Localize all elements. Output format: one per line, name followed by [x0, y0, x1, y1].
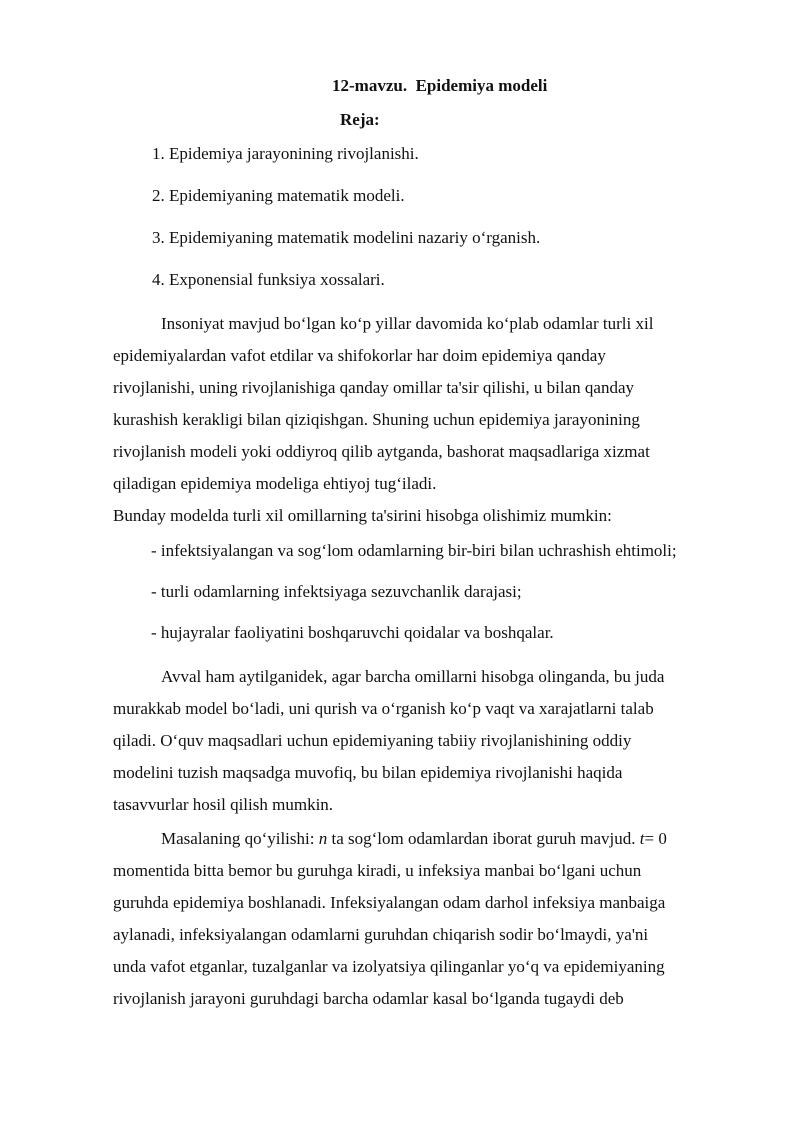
paragraph-intro	[113, 312, 753, 536]
paragraph-line: rivojlanishi, uning rivojlanishiga qanday omillar ta'sir qilishi, u bilan qanday	[113, 378, 635, 397]
variable-n: n	[318, 829, 328, 848]
text-run: = 0	[644, 829, 667, 848]
paragraph-problem	[113, 827, 753, 1019]
paragraph-line: epidemiyalardan vafot etdilar va shifokorlar har doim epidemiya qanday	[113, 346, 606, 365]
paragraph-line: aylanadi, infeksiyalangan odamlarni guruhdan chiqarish sodir bo‘lmaydi, ya'ni	[113, 925, 649, 944]
plan-list	[152, 142, 540, 310]
plan-item: 2. Epidemiyaning matematik modeli.	[152, 186, 405, 205]
paragraph-line: rivojlanish modeli yoki oddiyroq qilib aytganda, bashorat maqsadlariga xizmat	[113, 442, 650, 461]
paragraph-line: momentida bitta bemor bu guruhga kiradi, u infeksiya manbai bo‘lgani uchun	[113, 861, 642, 880]
text-run: Masalaning qo‘yilishi:	[161, 829, 319, 848]
variable-t: t	[639, 829, 645, 848]
paragraph-line: kurashish kerakligi bilan qiziqishgan. Shuning uchun epidemiya jarayonining	[113, 410, 640, 429]
plan-item: 3. Epidemiyaning matematik modelini nazariy o‘rganish.	[152, 228, 541, 247]
plan-heading: Reja:	[340, 110, 380, 129]
paragraph-line: tasavvurlar hosil qilish mumkin.	[113, 795, 334, 814]
paragraph-line: qiladigan epidemiya modeliga ehtiyoj tug‘iladi.	[113, 474, 437, 493]
text-run: ta sog‘lom odamlardan iborat guruh mavjud.	[327, 829, 640, 848]
paragraph-line: murakkab model bo‘ladi, uni qurish va o‘rganish ko‘p vaqt va xarajatlarni talab	[113, 699, 654, 718]
factors-list	[151, 539, 677, 662]
paragraph-line: qiladi. O‘quv maqsadlari uchun epidemiyaning tabiiy rivojlanishining oddiy	[113, 731, 632, 750]
plan-item: 4. Exponensial funksiya xossalari.	[152, 270, 385, 289]
paragraph-line: Insoniyat mavjud bo‘lgan ko‘p yillar davomida ko‘plab odamlar turli xil	[161, 314, 654, 333]
paragraph-line: guruhda epidemiya boshlanadi. Infeksiyalangan odam darhol infeksiya manbaiga	[113, 893, 666, 912]
paragraph-line: Avval ham aytilganidek, agar barcha omillarni hisobga olinganda, bu juda	[161, 667, 665, 686]
factor-item: - infektsiyalangan va sog‘lom odamlarning bir-biri bilan uchrashish ehtimoli;	[151, 541, 677, 560]
plan-item: 1. Epidemiya jarayonining rivojlanishi.	[152, 144, 419, 163]
factor-item: - turli odamlarning infektsiyaga sezuvchanlik darajasi;	[151, 582, 522, 601]
factors-intro: Bunday modelda turli xil omillarning ta'sirini hisobga olishimiz mumkin:	[113, 506, 612, 525]
paragraph-line: rivojlanish jarayoni guruhdagi barcha odamlar kasal bo‘lganda tugaydi deb	[113, 989, 624, 1008]
paragraph-line	[113, 827, 753, 859]
paragraph-line: modelini tuzish maqsadga muvofiq, bu bilan epidemiya rivojlanishi haqida	[113, 763, 623, 782]
document-title: 12-mavzu. Epidemiya modeli	[332, 76, 548, 95]
paragraph-model	[113, 665, 753, 825]
paragraph-line: unda vafot etganlar, tuzalganlar va izolyatsiya qilinganlar yo‘q va epidemiyaning	[113, 957, 665, 976]
factor-item: - hujayralar faoliyatini boshqaruvchi qoidalar va boshqalar.	[151, 623, 554, 642]
